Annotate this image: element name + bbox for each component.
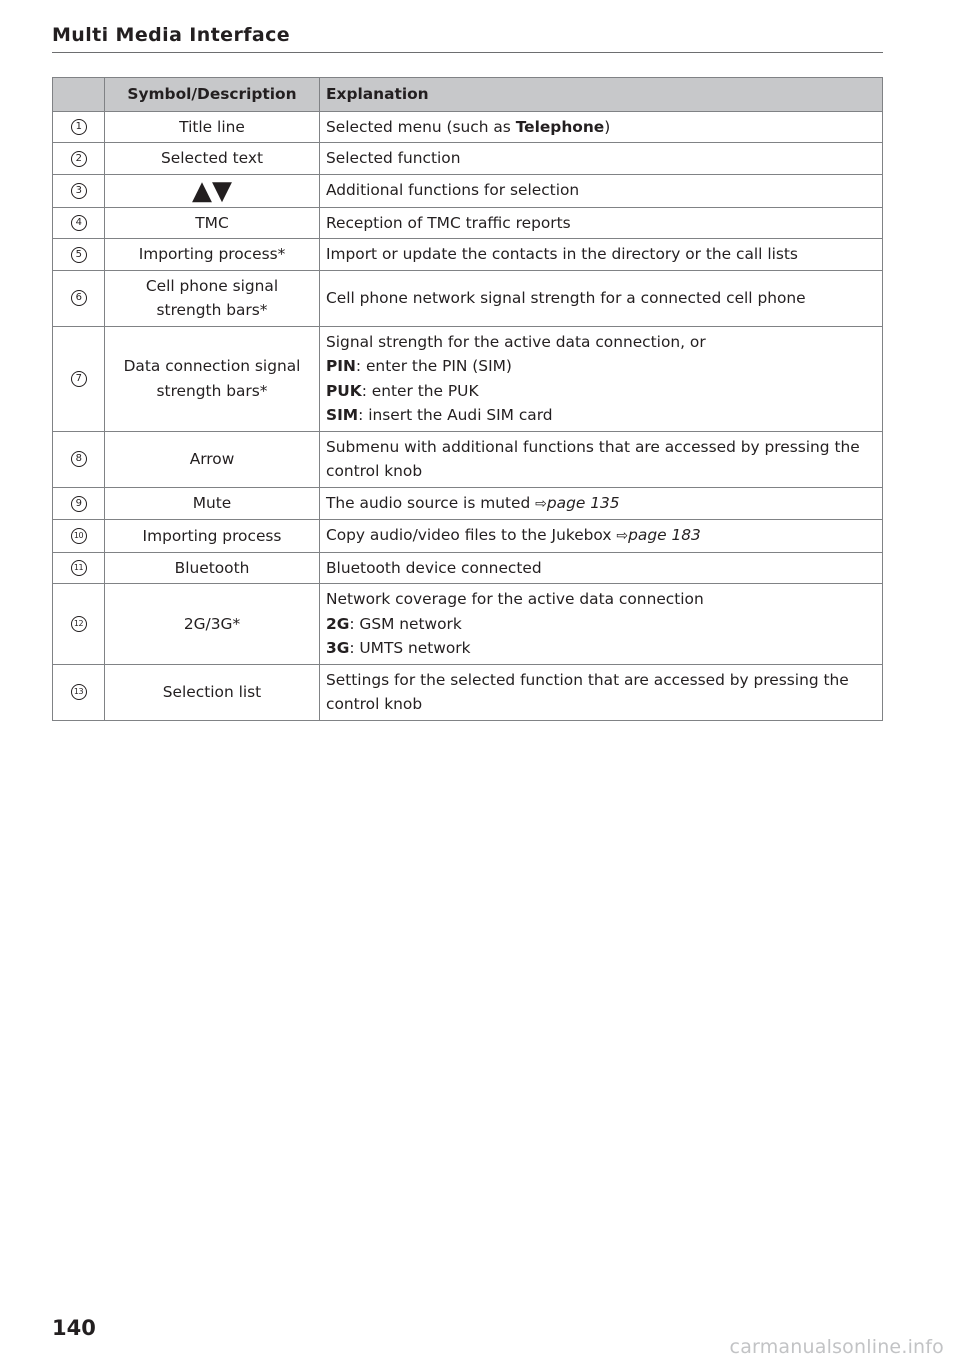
symbol-description-cell xyxy=(105,143,320,175)
explanation-text: Settings for the selected function that are accessed by pressing the xyxy=(326,670,849,689)
explanation-text: Reception of TMC traffic reports xyxy=(326,213,571,232)
symbol-description-line: Importing process xyxy=(142,526,282,545)
explanation-text: Selected function xyxy=(326,149,461,167)
symbol-description-line: strength bars* xyxy=(156,301,268,319)
explanation-line xyxy=(326,403,876,428)
explanation-line xyxy=(326,692,876,717)
explanation-text: Submenu with additional functions that are accessed by pressing the xyxy=(326,437,860,456)
explanation-line xyxy=(326,668,876,693)
symbol-description-line: Cell phone signal xyxy=(145,276,279,295)
explanation-cell xyxy=(320,431,883,487)
item-number-cell xyxy=(53,552,105,584)
symbol-description-line: Mute xyxy=(192,494,232,512)
circled-number-badge: 10 xyxy=(71,528,87,544)
explanation-text: control knob xyxy=(326,462,423,480)
symbol-description-line: Title line xyxy=(179,117,245,136)
symbol-description-cell xyxy=(105,431,320,487)
table-row xyxy=(53,326,883,431)
explanation-cell xyxy=(320,207,883,239)
circled-number-badge: 13 xyxy=(71,684,87,700)
symbol-description-line: Selected text xyxy=(161,149,263,167)
explanation-text: Copy audio/video files to the Jukebox xyxy=(326,526,617,544)
table-row xyxy=(53,143,883,175)
item-number-cell xyxy=(53,174,105,207)
explanation-line xyxy=(326,556,876,581)
table-header-row xyxy=(53,78,883,112)
explanation-cell xyxy=(320,239,883,271)
explanation-text: Import or update the contacts in the directory or the call lists xyxy=(326,245,798,263)
page-ref-arrow-icon: ⇨ xyxy=(535,495,547,512)
symbol-description-line: 2G/3G* xyxy=(183,614,241,633)
explanation-text: Signal strength for the active data connection, or xyxy=(326,332,706,351)
circled-number-badge: 12 xyxy=(71,616,87,632)
explanation-line xyxy=(326,435,876,460)
explanation-cell xyxy=(320,111,883,143)
table-row xyxy=(53,664,883,720)
explanation-line xyxy=(326,211,876,236)
explanation-cell xyxy=(320,143,883,175)
explanation-bold-term: Telephone xyxy=(515,117,605,136)
page-number: 140 xyxy=(52,1316,96,1340)
explanation-text: : enter the PUK xyxy=(361,381,479,400)
symbol-description-cell xyxy=(105,326,320,431)
explanation-line xyxy=(326,286,876,311)
symbol-table xyxy=(52,77,883,721)
explanation-text: control knob xyxy=(326,695,423,713)
item-number-cell xyxy=(53,487,105,520)
explanation-cell xyxy=(320,174,883,207)
explanation-text: Network coverage for the active data connection xyxy=(326,590,704,608)
symbol-description-cell xyxy=(105,207,320,239)
explanation-text: Cell phone network signal strength for a connected cell phone xyxy=(326,288,806,307)
table-row xyxy=(53,487,883,520)
table-row xyxy=(53,584,883,665)
explanation-text: Selected menu (such as xyxy=(326,117,516,136)
explanation-bold-term: PIN xyxy=(326,357,356,375)
explanation-cell xyxy=(320,520,883,553)
page-ref-arrow-icon: ⇨ xyxy=(616,528,629,544)
watermark: carmanualsonline.info xyxy=(729,1336,944,1358)
explanation-text: The audio source is muted xyxy=(326,493,536,512)
explanation-cell xyxy=(320,326,883,431)
symbol-description-line: Bluetooth xyxy=(174,558,250,577)
symbol-description-cell xyxy=(105,270,320,326)
up-down-arrows-icon: ▲▼ xyxy=(192,175,232,206)
explanation-cell xyxy=(320,664,883,720)
explanation-line xyxy=(326,459,876,484)
explanation-bold-term: SIM xyxy=(326,406,359,424)
explanation-bold-term: 2G xyxy=(326,614,350,633)
explanation-text: : enter the PIN (SIM) xyxy=(355,357,512,375)
explanation-cell xyxy=(320,270,883,326)
explanation-cell xyxy=(320,487,883,520)
circled-number-badge: 1 xyxy=(71,119,87,135)
explanation-line xyxy=(326,523,876,549)
explanation-cell xyxy=(320,552,883,584)
section-title: Multi Media Interface xyxy=(52,24,291,46)
circled-number-badge: 11 xyxy=(71,560,87,576)
table-row xyxy=(53,431,883,487)
item-number-cell xyxy=(53,239,105,271)
circled-number-badge: 9 xyxy=(71,496,87,512)
circled-number-badge: 7 xyxy=(71,371,87,387)
symbol-description-cell xyxy=(105,584,320,665)
explanation-line xyxy=(326,146,876,171)
symbol-description-cell xyxy=(105,487,320,520)
table-row xyxy=(53,520,883,553)
explanation-line xyxy=(326,612,876,637)
title-rule xyxy=(52,52,883,53)
explanation-text: : insert the Audi SIM card xyxy=(358,406,553,424)
symbol-description-cell xyxy=(105,174,320,207)
item-number-cell xyxy=(53,270,105,326)
table-row xyxy=(53,552,883,584)
circled-number-badge: 3 xyxy=(71,183,87,199)
header-explanation: Explanation xyxy=(320,78,883,112)
explanation-line xyxy=(326,379,876,404)
header-number-cell xyxy=(53,78,105,112)
explanation-line xyxy=(326,587,876,612)
item-number-cell xyxy=(53,143,105,175)
explanation-bold-term: PUK xyxy=(326,381,362,400)
item-number-cell xyxy=(53,207,105,239)
item-number-cell xyxy=(53,664,105,720)
symbol-description-cell xyxy=(105,552,320,584)
symbol-description-line: Importing process* xyxy=(138,245,286,263)
circled-number-badge: 5 xyxy=(71,247,87,263)
item-number-cell xyxy=(53,111,105,143)
explanation-line xyxy=(326,491,876,517)
table-row xyxy=(53,270,883,326)
explanation-text: : UMTS network xyxy=(349,639,471,657)
page-reference: page 183 xyxy=(628,526,701,544)
symbol-description-cell xyxy=(105,664,320,720)
item-number-cell xyxy=(53,520,105,553)
table-row xyxy=(53,207,883,239)
explanation-line xyxy=(326,636,876,661)
item-number-cell xyxy=(53,326,105,431)
explanation-line xyxy=(326,115,876,140)
header-symbol: Symbol/Description xyxy=(105,78,320,112)
item-number-cell xyxy=(53,431,105,487)
explanation-text: : GSM network xyxy=(349,614,462,633)
circled-number-badge: 8 xyxy=(71,451,87,467)
symbol-description-cell xyxy=(105,520,320,553)
symbol-description-cell xyxy=(105,239,320,271)
page-reference: page 135 xyxy=(546,493,620,512)
circled-number-badge: 6 xyxy=(71,290,87,306)
table-row xyxy=(53,239,883,271)
symbol-description-line: Data connection signal xyxy=(123,357,301,375)
item-number-cell xyxy=(53,584,105,665)
table-row xyxy=(53,111,883,143)
circled-number-badge: 2 xyxy=(71,151,87,167)
symbol-description-line: TMC xyxy=(195,213,229,232)
explanation-cell xyxy=(320,584,883,665)
symbol-description-line: Arrow xyxy=(189,449,235,468)
table-row xyxy=(53,174,883,207)
explanation-bold-term: 3G xyxy=(326,639,350,657)
symbol-description-cell xyxy=(105,111,320,143)
explanation-line xyxy=(326,330,876,355)
symbol-description-line: Selection list xyxy=(162,682,262,701)
table-body xyxy=(53,111,883,720)
explanation-text: Bluetooth device connected xyxy=(326,558,542,577)
explanation-line xyxy=(326,178,876,203)
explanation-line xyxy=(326,354,876,379)
explanation-line xyxy=(326,242,876,267)
explanation-text: Additional functions for selection xyxy=(326,181,580,200)
explanation-text: ) xyxy=(604,117,611,136)
symbol-description-line: strength bars* xyxy=(156,381,268,400)
circled-number-badge: 4 xyxy=(71,215,87,231)
